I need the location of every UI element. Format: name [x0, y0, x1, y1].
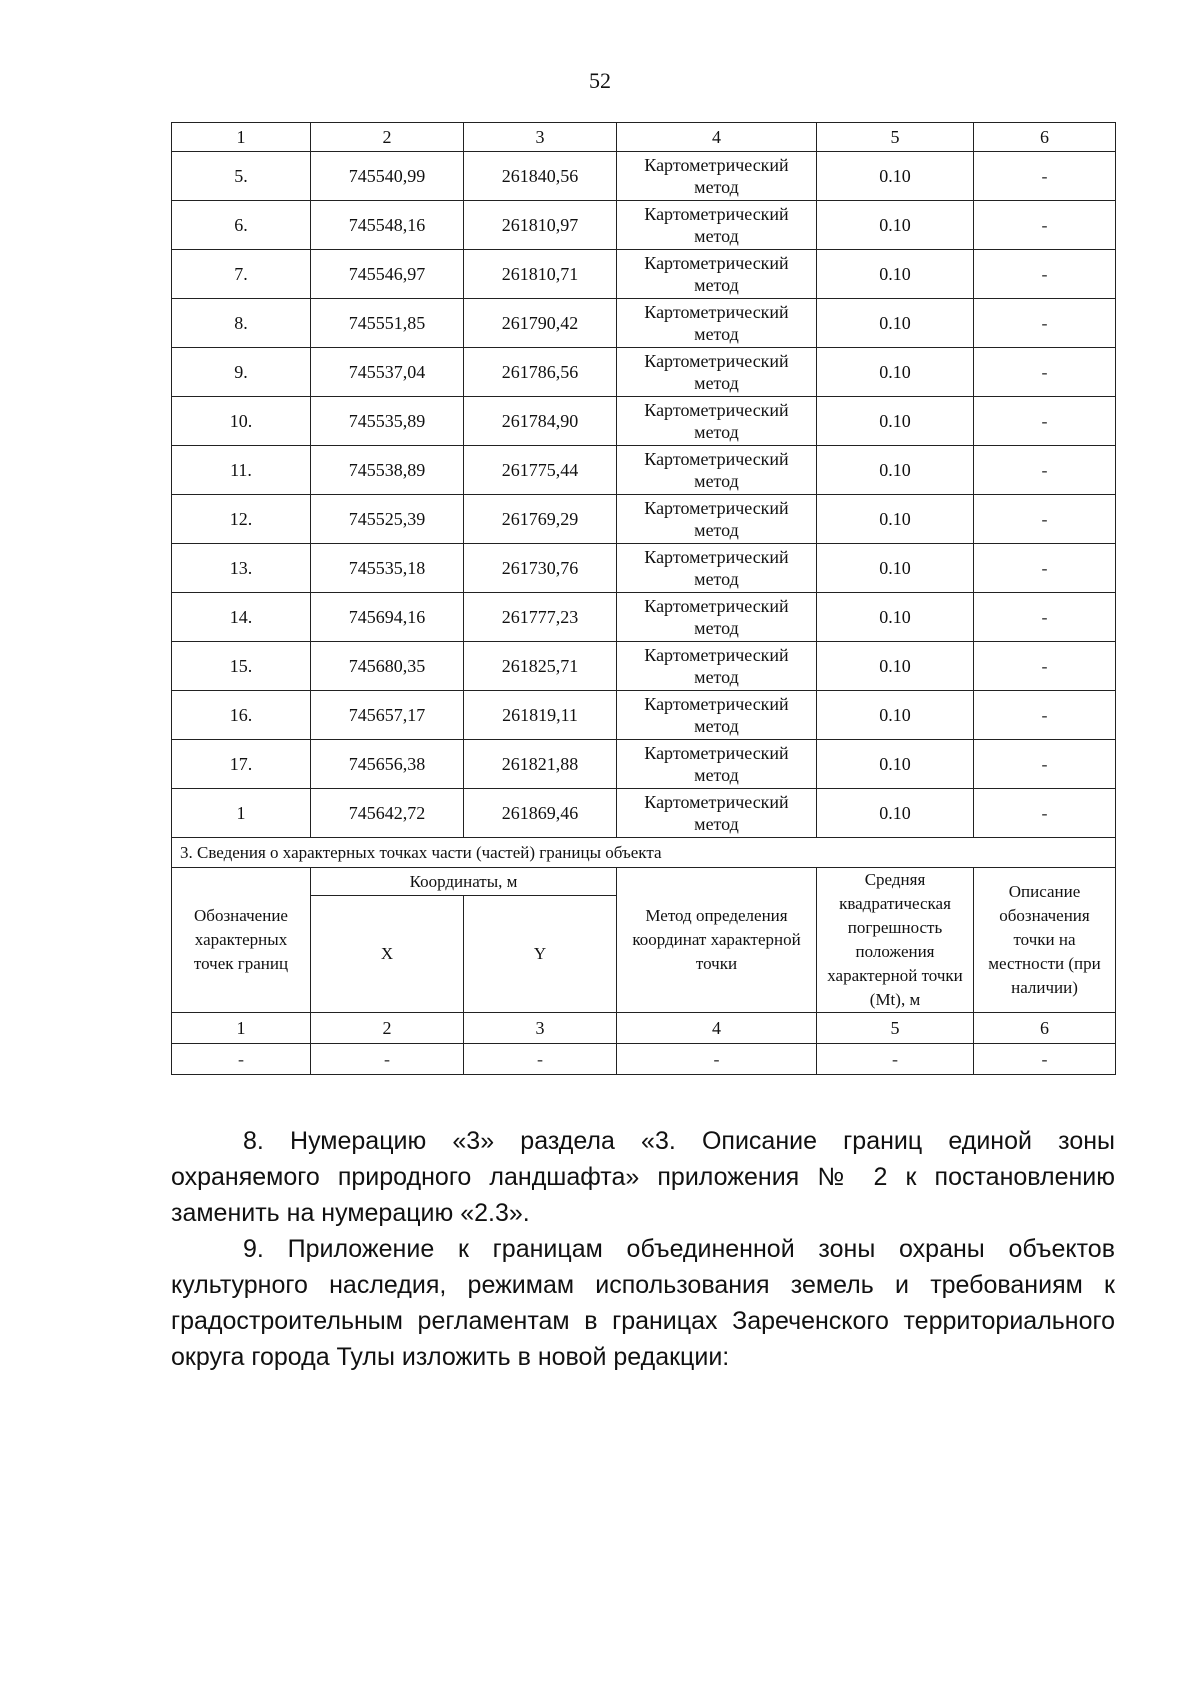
- description-cell: -: [974, 593, 1116, 642]
- point-number: 10.: [172, 397, 311, 446]
- accuracy-cell: 0.10: [817, 642, 974, 691]
- table-row: [172, 642, 1116, 691]
- header-point-designation: Обозначение характерных точек границ: [172, 868, 311, 1013]
- coordinates-table: [171, 122, 1116, 1075]
- point-number: 15.: [172, 642, 311, 691]
- section-title: 3. Сведения о характерных точках части (частей) границы объекта: [172, 838, 1116, 868]
- column-number-row: [172, 123, 1116, 152]
- point-number: 6.: [172, 201, 311, 250]
- point-number: 17.: [172, 740, 311, 789]
- coordinate-y: 261775,44: [464, 446, 617, 495]
- accuracy-cell: 0.10: [817, 201, 974, 250]
- table-row: [172, 789, 1116, 838]
- column-number: 1: [172, 123, 311, 152]
- method-cell: Картометрический метод: [617, 789, 817, 838]
- method-cell: Картометрический метод: [617, 250, 817, 299]
- body-text: [171, 1123, 1115, 1375]
- coordinate-x: 745656,38: [311, 740, 464, 789]
- column-number: 6: [974, 123, 1116, 152]
- method-cell: Картометрический метод: [617, 740, 817, 789]
- coordinate-x: 745548,16: [311, 201, 464, 250]
- table-row: [172, 348, 1116, 397]
- point-number: 14.: [172, 593, 311, 642]
- accuracy-cell: 0.10: [817, 740, 974, 789]
- header-method: Метод определения координат характерной точки: [617, 868, 817, 1013]
- point-number: 1: [172, 789, 311, 838]
- table-row: [172, 152, 1116, 201]
- coordinate-x: 745694,16: [311, 593, 464, 642]
- method-cell: Картометрический метод: [617, 348, 817, 397]
- coordinate-x: 745642,72: [311, 789, 464, 838]
- column-number: 1: [172, 1013, 311, 1044]
- coordinate-x: 745535,18: [311, 544, 464, 593]
- coordinate-x: 745546,97: [311, 250, 464, 299]
- coordinate-y: 261769,29: [464, 495, 617, 544]
- accuracy-cell: 0.10: [817, 152, 974, 201]
- empty-cell: -: [817, 1044, 974, 1075]
- column-number: 3: [464, 123, 617, 152]
- description-cell: -: [974, 642, 1116, 691]
- accuracy-cell: 0.10: [817, 691, 974, 740]
- description-cell: -: [974, 544, 1116, 593]
- accuracy-cell: 0.10: [817, 789, 974, 838]
- coordinate-y: 261825,71: [464, 642, 617, 691]
- section-header-row: [172, 868, 1116, 896]
- coordinate-y: 261821,88: [464, 740, 617, 789]
- point-number: 11.: [172, 446, 311, 495]
- method-cell: Картометрический метод: [617, 495, 817, 544]
- coordinate-y: 261840,56: [464, 152, 617, 201]
- coordinate-x: 745537,04: [311, 348, 464, 397]
- description-cell: -: [974, 348, 1116, 397]
- header-description: Описание обозначения точки на местности (при наличии): [974, 868, 1116, 1013]
- description-cell: -: [974, 397, 1116, 446]
- column-number: 3: [464, 1013, 617, 1044]
- table-row: [172, 299, 1116, 348]
- empty-cell: -: [617, 1044, 817, 1075]
- column-number: 5: [817, 1013, 974, 1044]
- paragraph-8: 8. Нумерацию «3» раздела «3. Описание границ единой зоны охраняемого природного ландшафта» приложения № 2 к постановлению заменить на нумерацию «2.3».: [171, 1127, 1115, 1227]
- description-cell: -: [974, 446, 1116, 495]
- coordinate-y: 261810,71: [464, 250, 617, 299]
- table-row: [172, 544, 1116, 593]
- point-number: 16.: [172, 691, 311, 740]
- point-number: 13.: [172, 544, 311, 593]
- table-row: [172, 397, 1116, 446]
- column-number: 2: [311, 1013, 464, 1044]
- accuracy-cell: 0.10: [817, 348, 974, 397]
- coordinate-x: 745535,89: [311, 397, 464, 446]
- coordinate-y: 261786,56: [464, 348, 617, 397]
- coordinate-y: 261784,90: [464, 397, 617, 446]
- description-cell: -: [974, 789, 1116, 838]
- coordinate-y: 261869,46: [464, 789, 617, 838]
- column-number: 5: [817, 123, 974, 152]
- column-number: 4: [617, 1013, 817, 1044]
- empty-cell: -: [974, 1044, 1116, 1075]
- table-row: [172, 201, 1116, 250]
- description-cell: -: [974, 299, 1116, 348]
- coordinate-x: 745525,39: [311, 495, 464, 544]
- method-cell: Картометрический метод: [617, 299, 817, 348]
- coordinate-x: 745538,89: [311, 446, 464, 495]
- point-number: 12.: [172, 495, 311, 544]
- accuracy-cell: 0.10: [817, 593, 974, 642]
- accuracy-cell: 0.10: [817, 495, 974, 544]
- point-number: 5.: [172, 152, 311, 201]
- description-cell: -: [974, 495, 1116, 544]
- table-row: [172, 495, 1116, 544]
- header-coordinates: Координаты, м: [311, 868, 617, 896]
- header-y: Y: [464, 896, 617, 1013]
- section-title-row: [172, 838, 1116, 868]
- method-cell: Картометрический метод: [617, 642, 817, 691]
- point-number: 8.: [172, 299, 311, 348]
- column-number: 6: [974, 1013, 1116, 1044]
- coordinate-x: 745657,17: [311, 691, 464, 740]
- method-cell: Картометрический метод: [617, 593, 817, 642]
- coordinate-y: 261790,42: [464, 299, 617, 348]
- table-row: [172, 691, 1116, 740]
- description-cell: -: [974, 691, 1116, 740]
- paragraph-9: 9. Приложение к границам объединенной зоны охраны объектов культурного наследия, режимам использования земель и требованиям к градостроительным регламентам в границах Зареченского территориального округа города Тулы изложить в новой редакции:: [171, 1235, 1115, 1371]
- method-cell: Картометрический метод: [617, 446, 817, 495]
- header-x: X: [311, 896, 464, 1013]
- coordinate-x: 745551,85: [311, 299, 464, 348]
- coordinate-x: 745540,99: [311, 152, 464, 201]
- table-row: [172, 740, 1116, 789]
- point-number: 9.: [172, 348, 311, 397]
- description-cell: -: [974, 152, 1116, 201]
- table-row: [172, 593, 1116, 642]
- empty-cell: -: [311, 1044, 464, 1075]
- table-row: [172, 446, 1116, 495]
- point-number: 7.: [172, 250, 311, 299]
- accuracy-cell: 0.10: [817, 250, 974, 299]
- description-cell: -: [974, 740, 1116, 789]
- accuracy-cell: 0.10: [817, 446, 974, 495]
- section-empty-row: [172, 1044, 1116, 1075]
- column-number: 4: [617, 123, 817, 152]
- table-row: [172, 250, 1116, 299]
- empty-cell: -: [172, 1044, 311, 1075]
- method-cell: Картометрический метод: [617, 201, 817, 250]
- method-cell: Картометрический метод: [617, 691, 817, 740]
- accuracy-cell: 0.10: [817, 544, 974, 593]
- accuracy-cell: 0.10: [817, 299, 974, 348]
- description-cell: -: [974, 201, 1116, 250]
- description-cell: -: [974, 250, 1116, 299]
- section-column-number-row: [172, 1013, 1116, 1044]
- page-number: 52: [589, 68, 611, 93]
- coordinate-x: 745680,35: [311, 642, 464, 691]
- accuracy-cell: 0.10: [817, 397, 974, 446]
- coordinate-y: 261730,76: [464, 544, 617, 593]
- header-accuracy: Средняя квадратическая погрешность положения характерной точки (Mt), м: [817, 868, 974, 1013]
- coordinate-y: 261819,11: [464, 691, 617, 740]
- empty-cell: -: [464, 1044, 617, 1075]
- coordinate-y: 261777,23: [464, 593, 617, 642]
- method-cell: Картометрический метод: [617, 397, 817, 446]
- column-number: 2: [311, 123, 464, 152]
- method-cell: Картометрический метод: [617, 544, 817, 593]
- method-cell: Картометрический метод: [617, 152, 817, 201]
- coordinate-y: 261810,97: [464, 201, 617, 250]
